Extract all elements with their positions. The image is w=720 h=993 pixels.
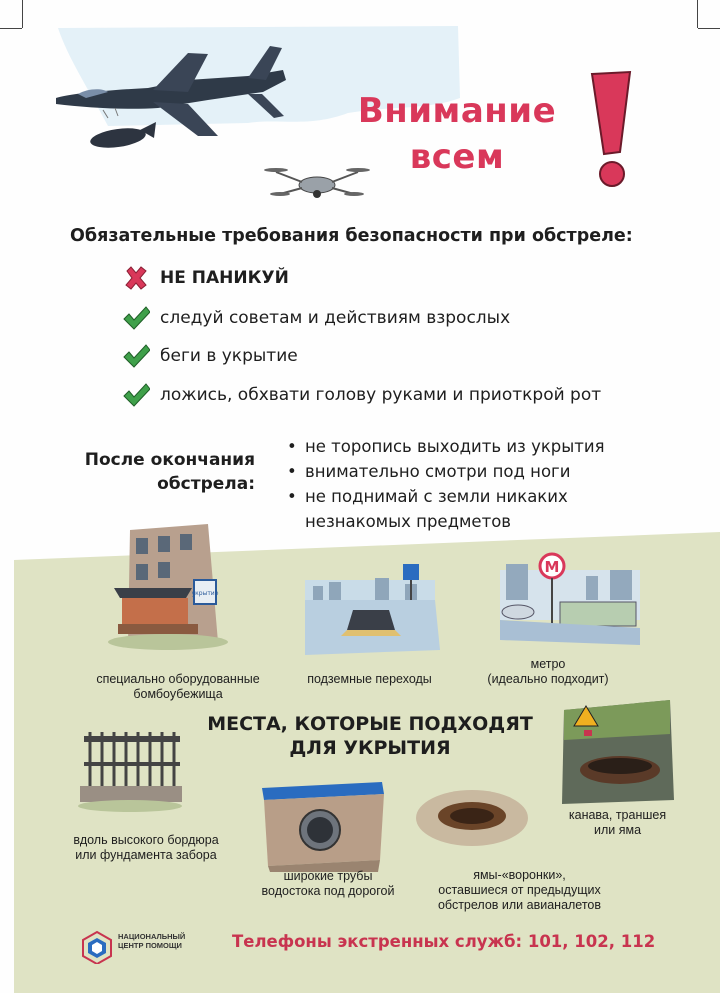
caption-line: или фундамента забора (75, 848, 217, 862)
crater-icon (414, 784, 529, 849)
shelter-caption (545, 808, 690, 838)
exclamation-icon (584, 70, 636, 192)
caption-line: водостока под дорогой (261, 884, 395, 898)
after-shelling-list (287, 434, 605, 534)
emergency-phones: Телефоны экстренных служб: 101, 102, 112 (232, 932, 656, 951)
caption-line: ямы-«воронки», (473, 868, 566, 882)
logo-line: ЦЕНТР ПОМОЩИ (118, 941, 182, 950)
caption-line: канава, траншея (568, 808, 667, 822)
requirement-text: следуй советам и действиям взрослых (160, 308, 511, 328)
caption-line: специально оборудованные (96, 672, 260, 686)
trench-icon (560, 700, 675, 810)
shelter-caption (78, 672, 278, 702)
requirement-item (122, 342, 298, 370)
places-title-line: ДЛЯ УКРЫТИЯ (289, 737, 451, 759)
list-item-text: незнакомых предметов (305, 512, 512, 531)
metro-letter: М (544, 558, 560, 576)
caption-line: обстрелов или авианалетов (437, 898, 602, 912)
list-item-text: не торопись выходить из укрытия (305, 437, 605, 456)
shelter-sign-text: укрытие (191, 590, 219, 597)
list-item-text: внимательно смотри под ноги (305, 462, 571, 481)
requirement-item (122, 264, 289, 292)
list-item-text: не поднимай с земли никаких (305, 487, 568, 506)
fence-icon (78, 722, 183, 812)
caption-line: вдоль высокого бордюра (73, 833, 219, 847)
cross-icon (122, 264, 150, 292)
after-label-line: обстрела: (157, 474, 255, 494)
caption-line: оставшиеся от предыдущих (438, 883, 601, 897)
places-title-line: МЕСТА, КОТОРЫЕ ПОДХОДЯТ (207, 713, 533, 735)
page-title (342, 88, 572, 180)
requirements-heading: Обязательные требования безопасности при обстреле: (70, 226, 633, 246)
requirement-item (122, 381, 601, 409)
bullet-icon: • (287, 437, 297, 456)
check-icon (122, 304, 150, 332)
list-item (287, 509, 605, 534)
title-line: всем (409, 137, 505, 177)
logo-line: НАЦИОНАЛЬНЫЙ (118, 932, 186, 941)
after-label-line: После окончания (84, 450, 255, 470)
bullet-icon: • (287, 462, 297, 481)
bomb-shelter-icon (108, 522, 238, 652)
logo-text (118, 932, 185, 950)
drain-pipe-icon (262, 782, 387, 872)
title-line: Внимание (357, 91, 557, 131)
caption-line: или яма (593, 823, 642, 837)
caption-line: (идеально подходит) (487, 672, 609, 686)
list-item (287, 484, 605, 509)
shelter-places-title (200, 712, 540, 760)
organization-logo (80, 928, 230, 968)
list-item (287, 459, 605, 484)
metro-icon (500, 550, 645, 650)
caption-line: бомбоубежища (133, 687, 223, 701)
requirement-text: ложись, обхвати голову руками и приоткрой рот (160, 385, 602, 405)
caption-line: метро (530, 657, 566, 671)
caption-line: широкие трубы (283, 869, 373, 883)
requirement-item (122, 304, 510, 332)
underpass-icon (305, 560, 440, 660)
check-icon (122, 342, 150, 370)
check-icon (122, 381, 150, 409)
shelter-caption (248, 869, 408, 899)
shelter-caption (432, 868, 607, 913)
caption-line: подземные переходы (307, 672, 432, 686)
shelter-caption (468, 657, 628, 687)
shelter-caption (292, 672, 447, 687)
requirement-text: НЕ ПАНИКУЙ (160, 268, 289, 288)
shelter-caption (56, 833, 236, 863)
requirement-text: беги в укрытие (160, 346, 298, 366)
after-shelling-label (70, 448, 255, 496)
bullet-icon: • (287, 487, 297, 506)
list-item (287, 434, 605, 459)
logo-icon (80, 930, 114, 964)
